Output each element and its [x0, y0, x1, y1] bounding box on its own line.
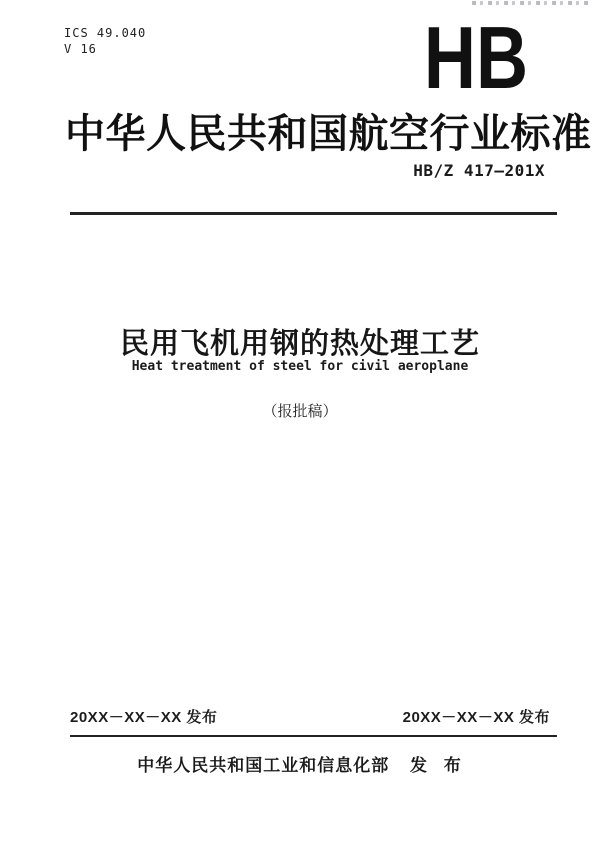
- standard-name-heading: 中华人民共和国航空行业标准: [65, 112, 592, 156]
- issue-date-right: 20XX－XX－XX 发布: [402, 709, 550, 726]
- classification-block: [64, 25, 146, 57]
- document-title-english: Heat treatment of steel for civil aeroplane: [131, 359, 469, 374]
- ics-code: ICS 49.040: [64, 26, 147, 40]
- standard-number: HB/Z 417—201X: [413, 161, 545, 180]
- document-title-chinese: 民用飞机用钢的热处理工艺: [119, 328, 480, 360]
- issue-date-left: 20XX－XX－XX 发布: [70, 709, 218, 726]
- publish-action-label: 发 布: [410, 756, 463, 775]
- date-row: [70, 706, 550, 727]
- footer-rule: [70, 735, 557, 737]
- hb-logo: HB: [423, 8, 528, 107]
- publisher-name: 中华人民共和国工业和信息化部: [137, 756, 390, 775]
- draft-stage-note: （报批稿）: [262, 403, 338, 420]
- header-rule: [70, 212, 557, 215]
- category-code: V 16: [64, 42, 97, 56]
- publisher-line: [0, 751, 600, 776]
- cropped-text-fragment: [472, 1, 588, 5]
